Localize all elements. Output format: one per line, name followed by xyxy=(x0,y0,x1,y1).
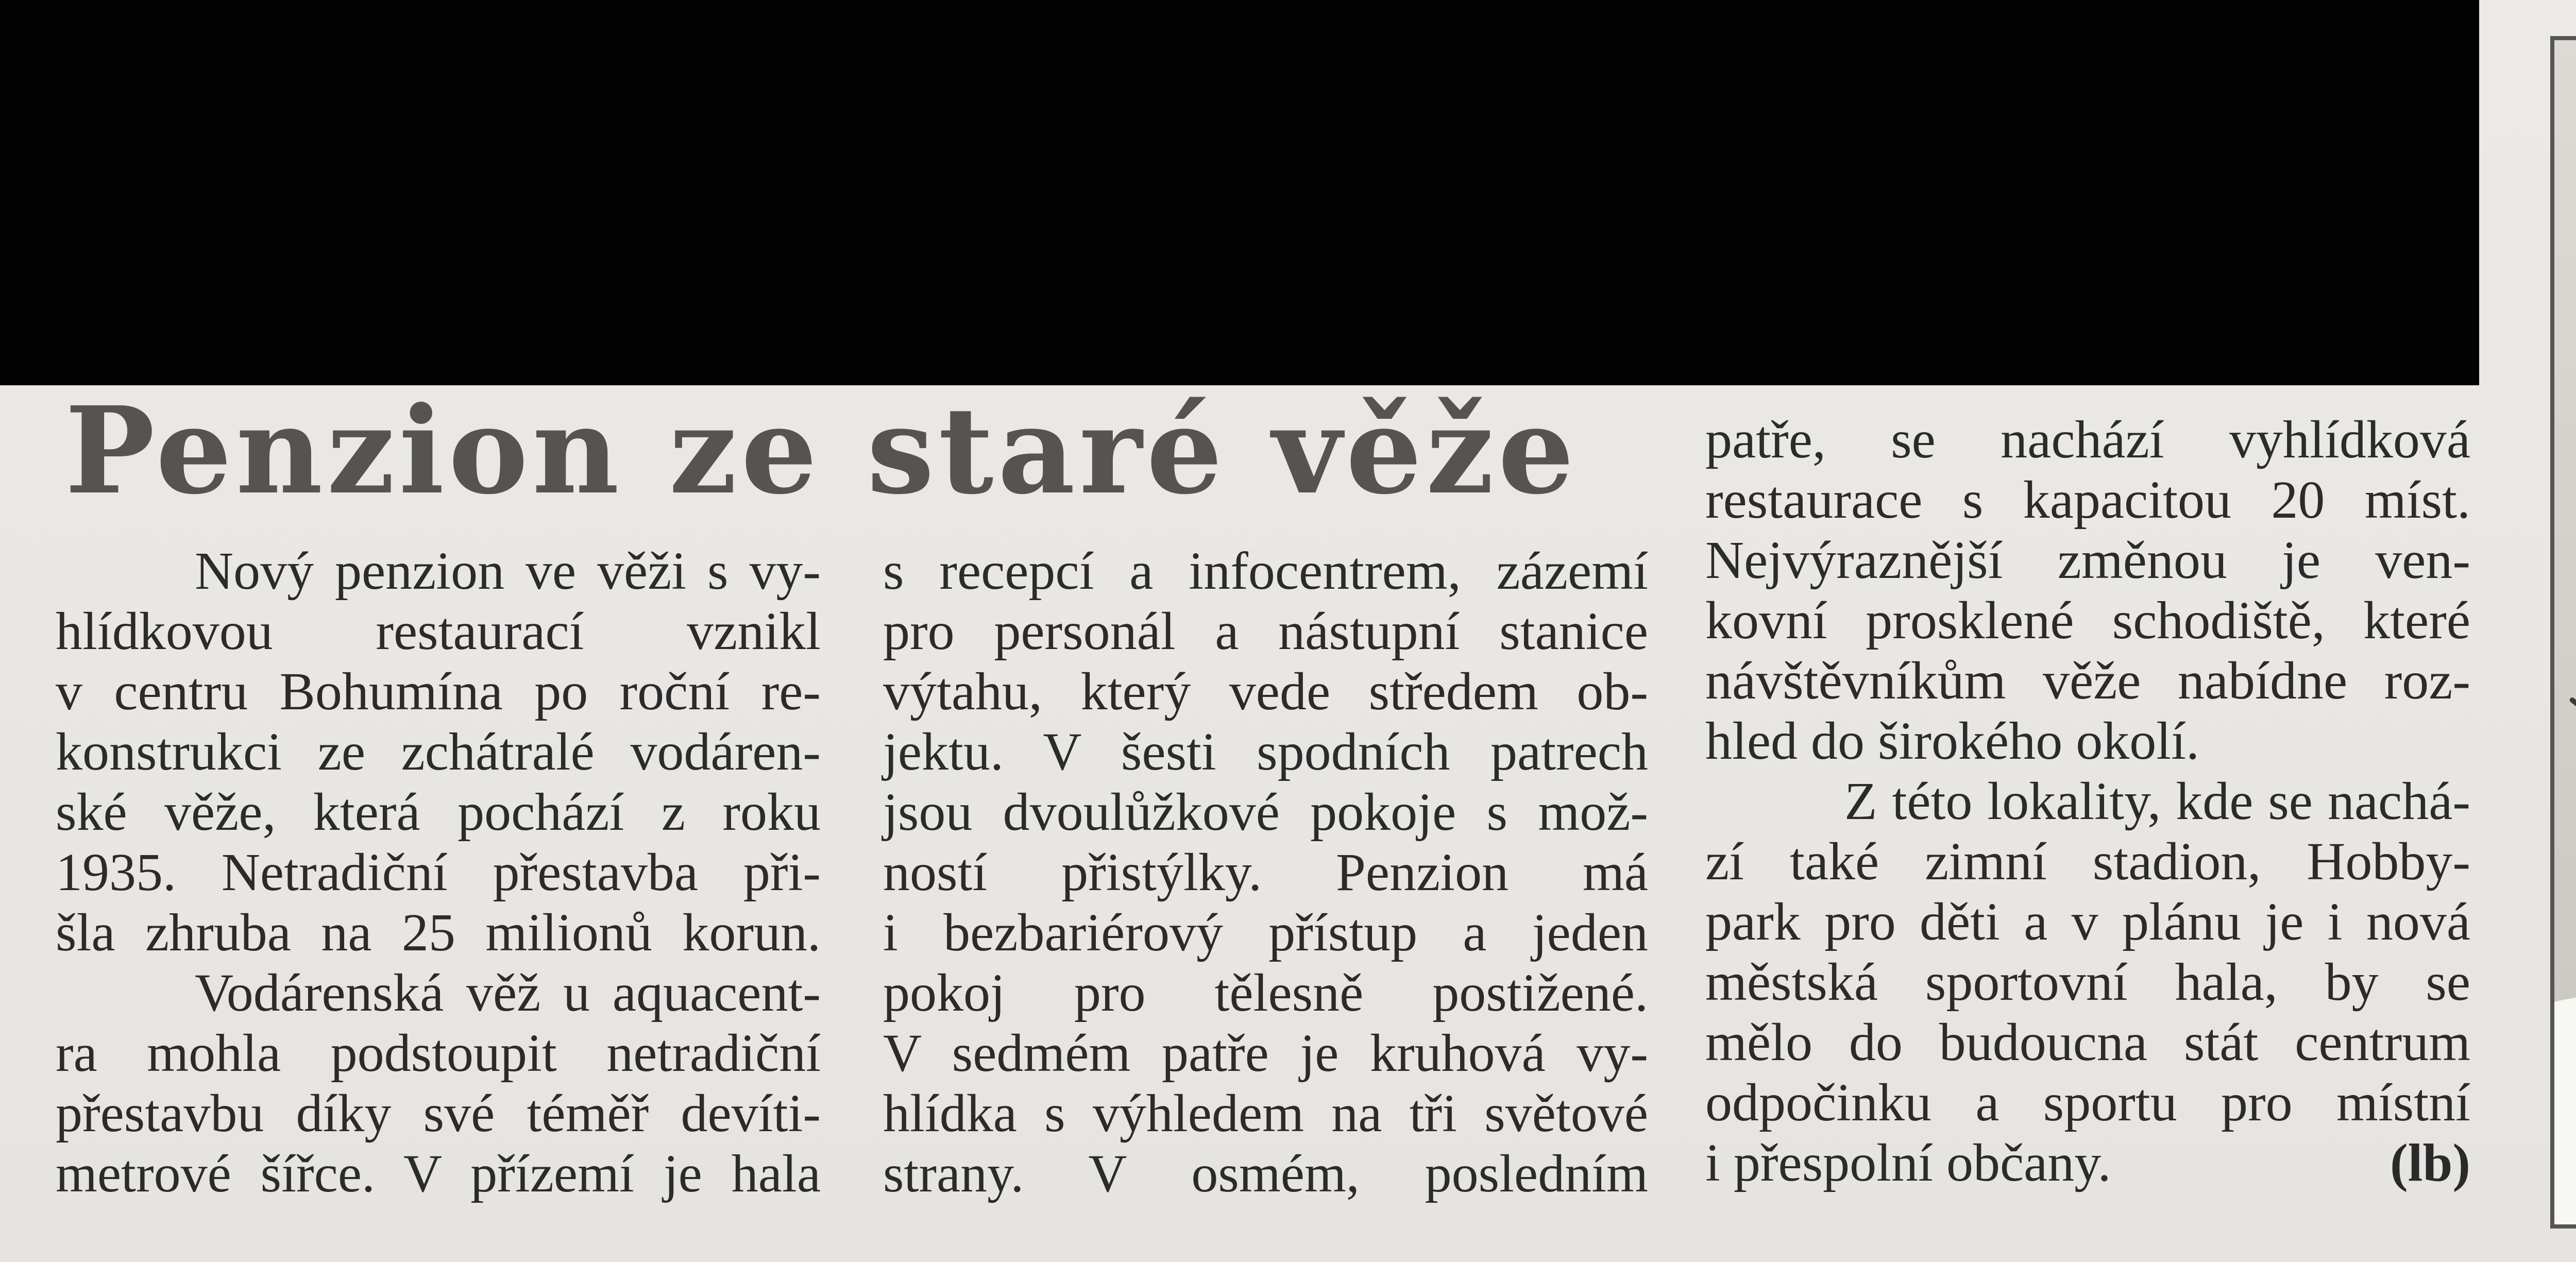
article-line: hled do širokého okolí. xyxy=(1705,711,2200,771)
article-line: i bezbariérový přístup a jeden xyxy=(883,903,1648,962)
article-line: hlídka s výhledem na tři světové xyxy=(883,1084,1648,1143)
article-line: návštěvníkům věže nabídne roz- xyxy=(1705,651,2470,710)
water-tower-photo xyxy=(2550,36,2576,1229)
article-line: i přespolní občany. xyxy=(1705,1133,2111,1192)
article-line: výtahu, který vede středem ob- xyxy=(883,662,1648,721)
article-line: Vodárenská věž u aquacent- xyxy=(195,963,821,1022)
article-line: Nový penzion ve věži s vy- xyxy=(195,541,821,601)
article-line: ností přistýlky. Penzion má xyxy=(883,843,1648,902)
article-column-1 xyxy=(56,541,821,1204)
article-line: park pro děti a v plánu je i nová xyxy=(1705,892,2470,951)
article-line: V sedmém patře je kruhová vy- xyxy=(883,1024,1648,1083)
article-line: ské věže, která pochází z roku xyxy=(56,782,821,842)
article-line: Nejvýraznější změnou je ven- xyxy=(1705,531,2470,590)
article-headline: Penzion ze staré věže xyxy=(65,380,1579,521)
article-line: Z této lokality, kde se nachá- xyxy=(1844,772,2470,831)
article-line: restaurace s kapacitou 20 míst. xyxy=(1705,470,2470,530)
article-line: zí také zimní stadion, Hobby- xyxy=(1705,832,2470,891)
article-line: mělo do budoucna stát centrum xyxy=(1705,1013,2470,1072)
article-line: patře, se nachází vyhlídková xyxy=(1705,410,2470,469)
article-line: městská sportovní hala, by se xyxy=(1705,952,2470,1012)
article-line: konstrukci ze zchátralé vodáren- xyxy=(56,722,821,781)
article-line: s recepcí a infocentrem, zázemí xyxy=(883,541,1648,601)
article-line: hlídkovou restaurací vznikl xyxy=(56,602,821,661)
article-column-2 xyxy=(883,541,1648,1204)
article-line: pokoj pro tělesně postižené. xyxy=(883,963,1648,1022)
article-line: 1935. Netradiční přestavba při- xyxy=(56,843,821,902)
author-signature: (lb) xyxy=(2390,1133,2470,1192)
article-line: metrové šířce. V přízemí je hala xyxy=(56,1144,821,1203)
article-line: šla zhruba na 25 milionů korun. xyxy=(56,903,821,962)
article-line: strany. V osmém, posledním xyxy=(883,1144,1648,1203)
article-last-line xyxy=(1705,1133,2470,1193)
article-line: přestavbu díky své téměř devíti- xyxy=(56,1084,821,1143)
article-line: odpočinku a sportu pro místní xyxy=(1705,1073,2470,1132)
article-line: kovní prosklené schodiště, které xyxy=(1705,591,2470,650)
article-line: jektu. V šesti spodních patrech xyxy=(883,722,1648,781)
article-line: pro personál a nástupní stanice xyxy=(883,602,1648,661)
article-line: ra mohla podstoupit netradiční xyxy=(56,1024,821,1083)
article-column-3 xyxy=(1705,410,2470,1193)
article-line: jsou dvoulůžkové pokoje s mož- xyxy=(883,782,1648,842)
redacted-block xyxy=(0,0,2479,385)
article-line: v centru Bohumína po roční re- xyxy=(56,662,821,721)
